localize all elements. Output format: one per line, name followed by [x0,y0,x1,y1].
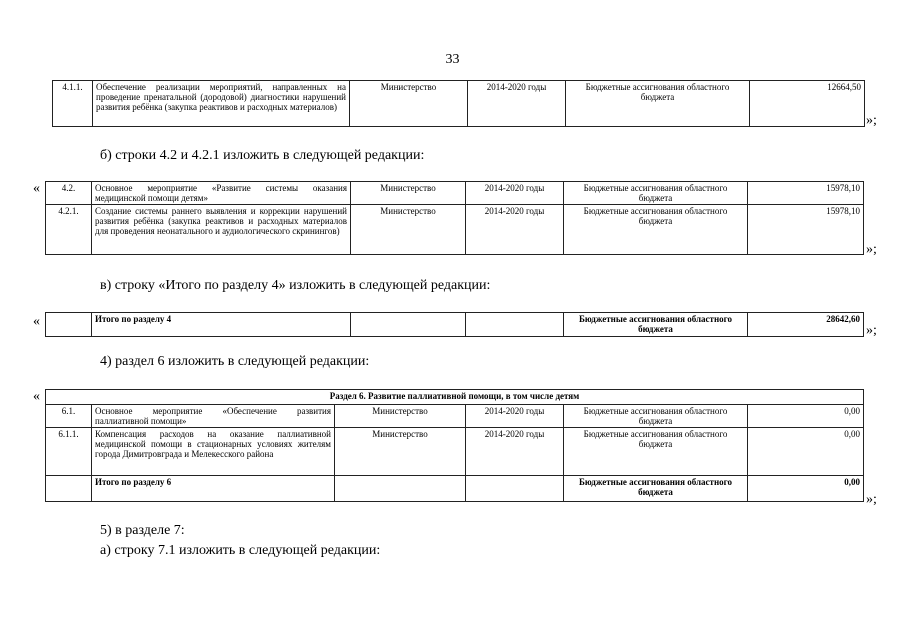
row-number: 4.1.1. [53,81,93,127]
row-name: Итого по разделу 4 [92,313,351,337]
row-amount: 0,00 [748,428,864,476]
row-name: Обеспечение реализации мероприятий, направленных на проведение пренатальной (дородовой) диагностики нарушений развития ребёнка (закупка реактивов и расходных материалов) [93,81,350,127]
table-section-6 [45,389,864,502]
quote-close: »; [866,492,877,507]
table-row [46,428,864,476]
table-row [46,313,864,337]
row-executor: Министерство [335,428,466,476]
row-amount: 0,00 [748,476,864,502]
table-row [46,205,864,255]
table-rows-4-2 [45,181,864,255]
row-number [46,313,92,337]
table-total-4 [45,312,864,337]
row-executor: Министерство [350,81,468,127]
quote-open: « [33,181,40,196]
row-amount: 15978,10 [748,205,864,255]
quote-open: « [33,314,40,329]
instruction-b: б) строки 4.2 и 4.2.1 изложить в следующей редакции: [100,148,425,163]
row-source: Бюджетные ассигнования областного бюджета [566,81,750,127]
table-row [53,81,865,127]
instruction-4: 4) раздел 6 изложить в следующей редакции: [100,354,370,369]
row-amount: 15978,10 [748,182,864,205]
instruction-v: в) строку «Итого по разделу 4» изложить в следующей редакции: [100,278,491,293]
quote-close: »; [866,242,877,257]
row-amount: 0,00 [748,405,864,428]
row-executor [351,313,466,337]
row-name: Создание системы раннего выявления и коррекции нарушений развития ребёнка (закупка реактивов и расходных материалов для проведения неонатального и аудиологического скринингов) [92,205,351,255]
row-source: Бюджетные ассигнования областного бюджета [564,476,748,502]
table-row [46,476,864,502]
row-name: Основное мероприятие «Развитие системы оказания медицинской помощи детям» [92,182,351,205]
row-number: 4.2.1. [46,205,92,255]
row-source: Бюджетные ассигнования областного бюджета [564,205,748,255]
row-name: Основное мероприятие «Обеспечение развития паллиативной помощи» [92,405,335,428]
quote-close: »; [866,323,877,338]
table-row [46,405,864,428]
row-executor: Министерство [351,205,466,255]
row-years [466,313,564,337]
row-number: 4.2. [46,182,92,205]
quote-open: « [33,389,40,404]
row-executor [335,476,466,502]
instruction-5: 5) в разделе 7: [100,523,185,538]
row-years: 2014-2020 годы [466,405,564,428]
row-years: 2014-2020 годы [466,205,564,255]
row-amount: 28642,60 [748,313,864,337]
section-header-row [46,390,864,405]
row-source: Бюджетные ассигнования областного бюджета [564,405,748,428]
row-source: Бюджетные ассигнования областного бюджета [564,313,748,337]
row-source: Бюджетные ассигнования областного бюджета [564,428,748,476]
row-number: 6.1.1. [46,428,92,476]
row-name: Компенсация расходов на оказание паллиативной медицинской помощи в стационарных условиях жителям города Димитровграда и Мелекесского района [92,428,335,476]
row-number [46,476,92,502]
quote-close: »; [866,113,877,128]
instruction-a: а) строку 7.1 изложить в следующей редакции: [100,543,381,558]
row-years: 2014-2020 годы [468,81,566,127]
row-years: 2014-2020 годы [466,428,564,476]
row-name: Итого по разделу 6 [92,476,335,502]
page-number: 33 [445,52,460,67]
row-amount: 12664,50 [750,81,865,127]
row-executor: Министерство [335,405,466,428]
row-source: Бюджетные ассигнования областного бюджета [564,182,748,205]
row-years [466,476,564,502]
row-executor: Министерство [351,182,466,205]
row-number: 6.1. [46,405,92,428]
table-row-4-1-1 [52,80,865,127]
table-row [46,182,864,205]
row-years: 2014-2020 годы [466,182,564,205]
section-title: Раздел 6. Развитие паллиативной помощи, в том числе детям [46,390,864,405]
